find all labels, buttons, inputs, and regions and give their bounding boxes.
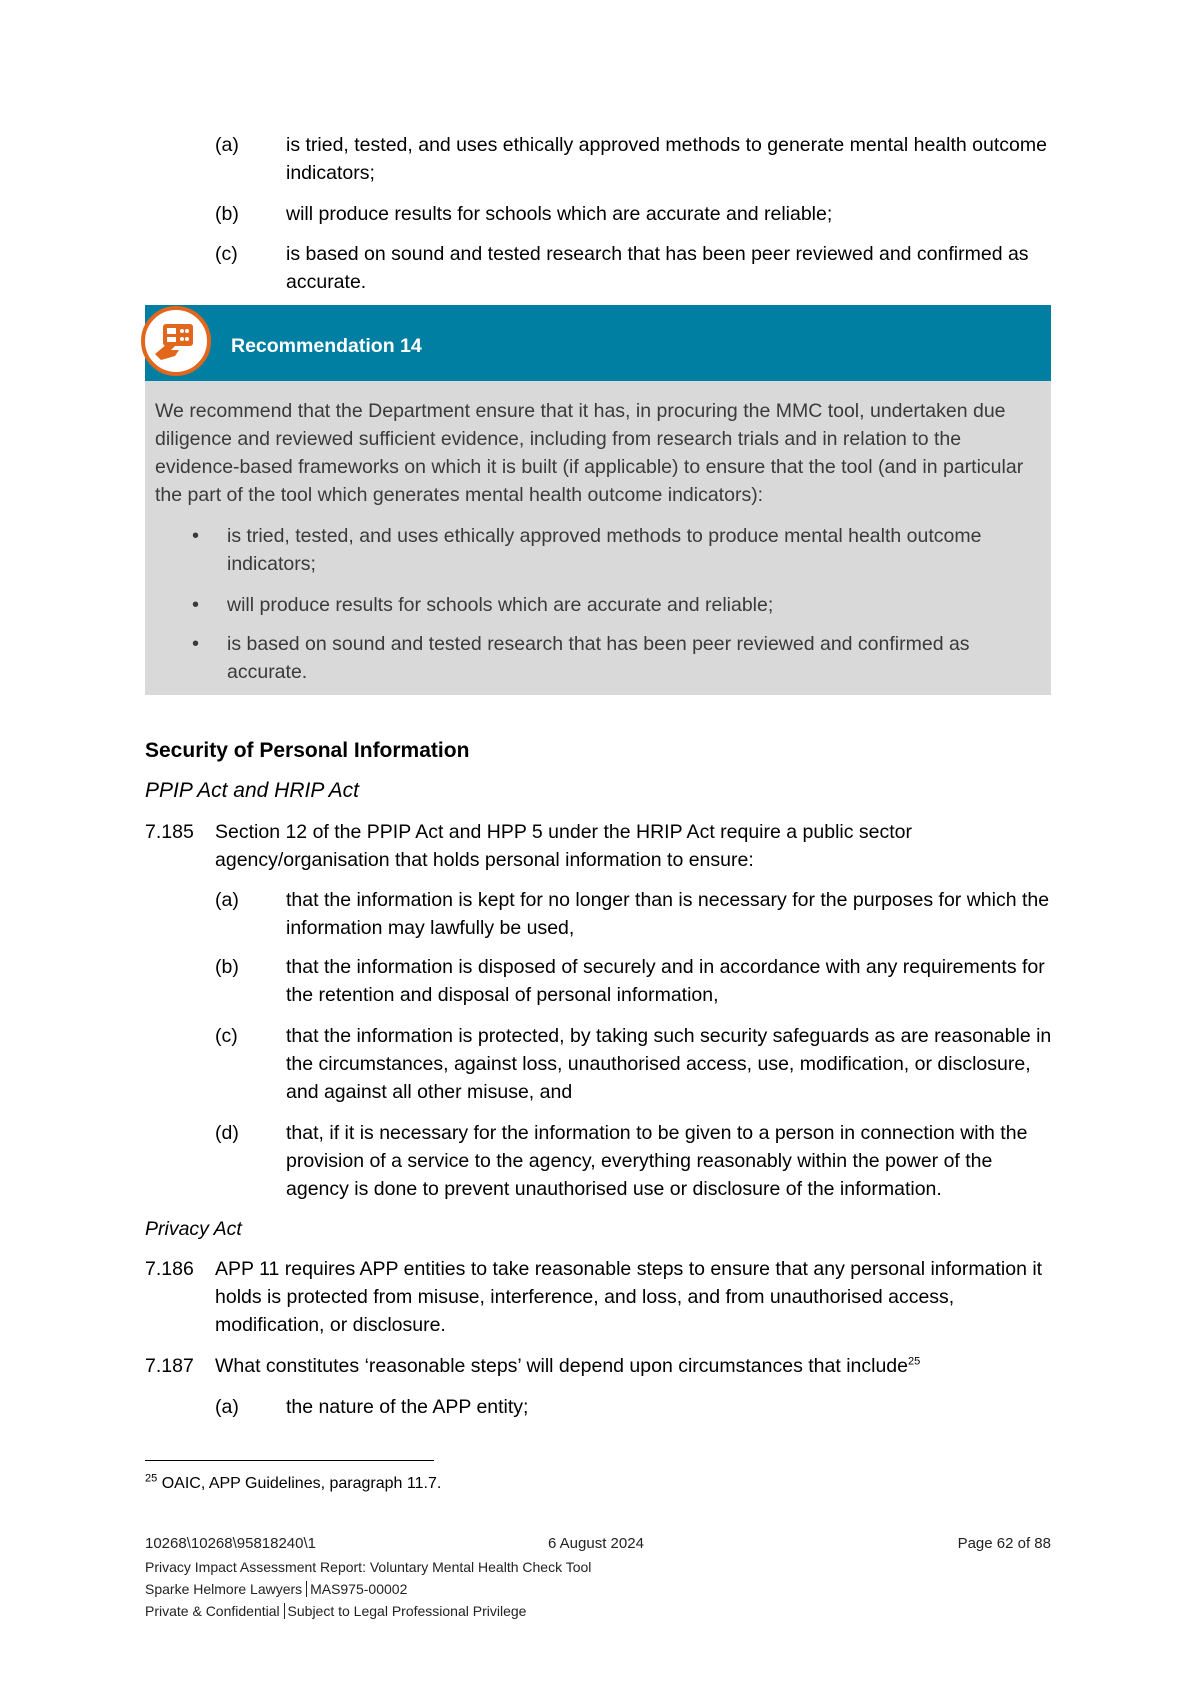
- footer-matter: MAS975-00002: [306, 1581, 407, 1597]
- paragraph-text: APP 11 requires APP entities to take reasonable steps to ensure that any personal information it holds is protected from misuse, interference, and loss, and from unauthorised access, modification, or disclosure.: [215, 1258, 1043, 1336]
- footer-privilege: Subject to Legal Professional Privilege: [284, 1603, 527, 1619]
- recommendation-title: Recommendation 14: [231, 335, 422, 357]
- list-item-text: that, if it is necessary for the information to be given to a person in connection with the provision of a service to the agency, everything reasonably within the power of the agency is done to prevent unauthorised use or disclosure of the information.: [286, 1122, 1028, 1200]
- paragraph-text: Section 12 of the PPIP Act and HPP 5 under the HRIP Act require a public sector agency/organisation that holds personal information to ensure:: [215, 821, 913, 871]
- bullet-icon: •: [192, 525, 200, 547]
- list-item-text: the nature of the APP entity;: [286, 1396, 529, 1418]
- hand-holding-tablet-icon: [141, 306, 211, 376]
- list-label: (a): [215, 1396, 239, 1418]
- footer-firm: Sparke Helmore Lawyers: [145, 1581, 303, 1597]
- footnote-divider: [145, 1460, 434, 1461]
- list-label: (a): [215, 889, 239, 911]
- list-label: (b): [215, 203, 239, 225]
- paragraph-number: 7.186: [145, 1258, 194, 1280]
- recommendation-bullet: will produce results for schools which are accurate and reliable;: [227, 594, 774, 616]
- recommendation-text: We recommend that the Department ensure that it has, in procuring the MMC tool, undertaken due diligence and reviewed sufficient evidence, including from research trials and in relation to the evidence-based frameworks on which it is built (if applicable) to ensure that the tool (and in particular the part of the tool which generates mental health outcome indicators):: [155, 400, 1024, 506]
- list-label: (a): [215, 134, 239, 156]
- bullet-icon: •: [192, 594, 200, 616]
- list-item-text: that the information is protected, by taking such security safeguards as are reasonable in the circumstances, against loss, unauthorised access, use, modification, or disclosure, and against all other misuse, and: [286, 1025, 1052, 1103]
- footer-title: Privacy Impact Assessment Report: Voluntary Mental Health Check Tool: [145, 1559, 592, 1575]
- list-item-text: that the information is disposed of securely and in accordance with any requirements for the retention and disposal of personal information,: [286, 956, 1045, 1006]
- bullet-icon: •: [192, 633, 200, 655]
- paragraph-text-body: What constitutes ‘reasonable steps’ will depend upon circumstances that include: [215, 1355, 908, 1377]
- footer-page-number: Page 62 of 88: [957, 1535, 1051, 1552]
- footnote: [145, 1473, 441, 1495]
- list-label: (b): [215, 956, 239, 978]
- subheading-ppip: PPIP Act and HRIP Act: [145, 779, 359, 802]
- recommendation-bullet: is tried, tested, and uses ethically approved methods to produce mental health outcome indicators;: [227, 525, 982, 575]
- list-label: (d): [215, 1122, 239, 1144]
- list-label: (c): [215, 243, 238, 265]
- footer-date: 6 August 2024: [548, 1535, 644, 1552]
- paragraph-number: 7.187: [145, 1355, 194, 1377]
- section-heading: Security of Personal Information: [145, 739, 470, 762]
- footnote-text: OAIC, APP Guidelines, paragraph 11.7.: [161, 1475, 442, 1492]
- footer-confidential: Private & Confidential: [145, 1603, 280, 1619]
- paragraph-number: 7.185: [145, 821, 194, 843]
- recommendation-bullet: is based on sound and tested research that has been peer reviewed and confirmed as accurate.: [227, 633, 970, 683]
- subheading-privacy-act: Privacy Act: [145, 1218, 242, 1240]
- list-label: (c): [215, 1025, 238, 1047]
- footnote-ref[interactable]: 25: [908, 1355, 921, 1368]
- list-item-text: is based on sound and tested research that has been peer reviewed and confirmed as accurate.: [286, 243, 1029, 293]
- list-item-text: is tried, tested, and uses ethically approved methods to generate mental health outcome indicators;: [286, 134, 1047, 184]
- footnote-number: 25: [145, 1472, 158, 1485]
- paragraph-text: [215, 1352, 1055, 1380]
- footer-conf-line: [145, 1601, 526, 1621]
- list-item-text: that the information is kept for no longer than is necessary for the purposes for which the information may lawfully be used,: [286, 889, 1050, 939]
- footer-doc-ref: 10268\10268\95818240\1: [145, 1535, 317, 1552]
- list-item-text: will produce results for schools which are accurate and reliable;: [286, 203, 833, 225]
- footer-firm-line: [145, 1579, 407, 1599]
